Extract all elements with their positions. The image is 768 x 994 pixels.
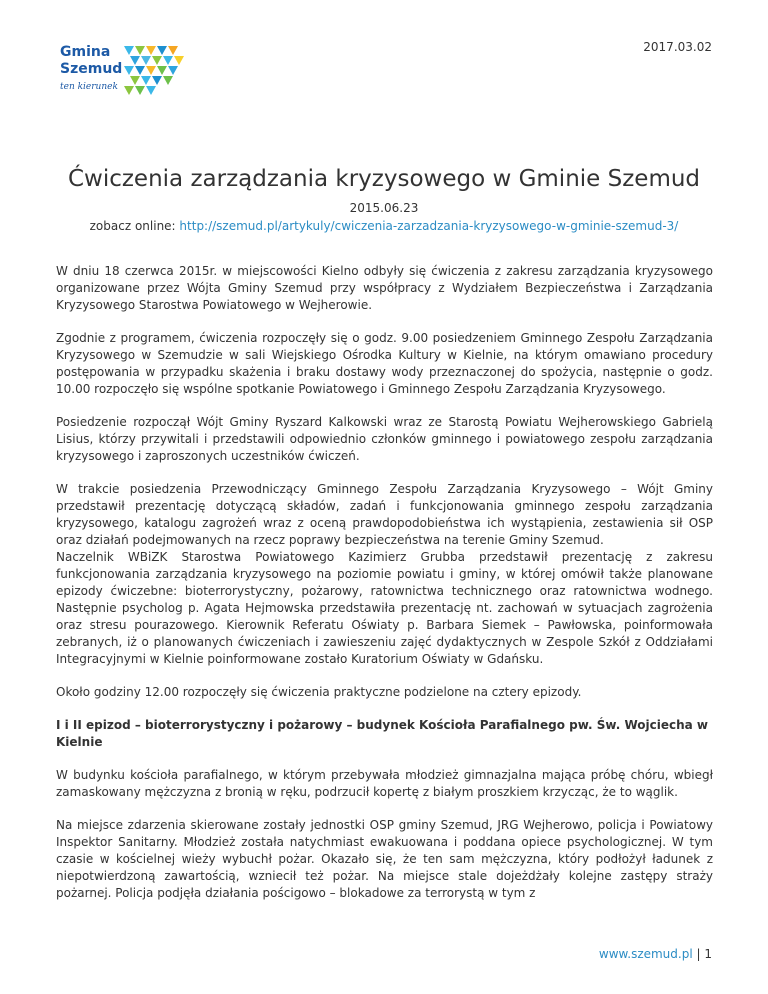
online-link-line bbox=[0, 219, 768, 233]
paragraph: Naczelnik WBiZK Starostwa Powiatowego Kazimierz Grubba przedstawił prezentację z zakresu funkcjonowania zarządzania kryzysowego na poziomie powiatu i gminy, w której omówił także planowane epizody ćwiczebne: bioterrorystyczny, pożarowy, ratownictwa technicznego oraz ratownictwa wodnego. Następnie psycholog p. Agata Hejmowska przedstawiła prezentację nt. zachowań w sytuacjach zagrożenia oraz stresu pourazowego. Kierownik Referatu Oświaty p. Barbara Siemek – Pawłowska, poinformowała zebranych, iż o planowanych ćwiczeniach i zawieszeniu zajęć dydaktycznych w Zespole Szkół z Oddziałami Integracyjnymi w Kielnie poinformowane zostało Kuratorium Oświaty w Gdańsku. bbox=[56, 550, 713, 666]
article-title: Ćwiczenia zarządzania kryzysowego w Gminie Szemud bbox=[67, 166, 701, 192]
article-url-link[interactable]: http://szemud.pl/artykuly/cwiczenia-zarzadzania-kryzysowego-w-gminie-szemud-3/ bbox=[179, 219, 679, 233]
logo-line-1: Gmina bbox=[60, 44, 111, 60]
print-date: 2017.03.02 bbox=[643, 40, 712, 54]
publication-date: 2015.06.23 bbox=[349, 201, 419, 215]
paragraph: Posiedzenie rozpoczął Wójt Gminy Ryszard Kalkowski wraz ze Starostą Powiatu Wejherowskiego Gabrielą Lisius, którzy przywitali i przedstawili odpowiednio członków gminnego i powiatowego zespołu zarządzania kryzysowego i zaproszonych uczestników ćwiczeń. bbox=[56, 415, 713, 463]
page-header bbox=[0, 0, 768, 110]
paragraph: W budynku kościoła parafialnego, w którym przebywała młodzież gimnazjalna mająca próbę chóru, wbiegł zamaskowany mężczyzna z bronią w ręku, podrzucił kopertę z białym proszkiem krzycząc, że to wąglik. bbox=[56, 768, 713, 799]
logo-line-2: Szemud bbox=[60, 61, 123, 77]
paragraph: Około godziny 12.00 rozpoczęły się ćwiczenia praktyczne podzielone na cztery epizody. bbox=[56, 685, 582, 699]
paragraph: W trakcie posiedzenia Przewodniczący Gminnego Zespołu Zarządzania Kryzysowego – Wójt Gminy przedstawił prezentację dotyczącą składów, zadań i funkcjonowania gminnego zespołu zarządzania kryzysowego, katalogu zagrożeń wraz z oceną prawdopodobieństwa ich wystąpienia, zestawienia sił OSP oraz działań podejmowanych na rzecz poprawy bezpieczeństwa na terenie Gminy Szemud. bbox=[56, 482, 713, 547]
page-footer bbox=[599, 947, 712, 961]
article-body bbox=[56, 263, 713, 918]
logo-text bbox=[60, 44, 122, 78]
paragraph: W dniu 18 czerwca 2015r. w miejscowości Kielno odbyły się ćwiczenia z zakresu zarządzania kryzysowego organizowane przez Wójta Gminy Szemud przy współpracy z Wydziałem Bezpieczeństwa i Zarządzania Kryzysowego Starostwa Powiatowego w Wejherowie. bbox=[56, 264, 713, 312]
page-number: 1 bbox=[704, 947, 712, 961]
footer-site-link[interactable]: www.szemud.pl bbox=[598, 947, 693, 961]
logo-slogan: ten kierunek bbox=[60, 82, 118, 92]
gmina-szemud-logo[interactable] bbox=[60, 44, 190, 100]
footer-separator: | bbox=[692, 947, 705, 961]
paragraph: Na miejsce zdarzenia skierowane zostały jednostki OSP gminy Szemud, JRG Wejherowo, policja i Powiatowy Inspektor Sanitarny. Młodzież została natychmiast ewakuowana i poddana opiece psychologicznej. W tym czasie w kościelnej wieży wybuchł pożar. Okazało się, że ten sam mężczyzna, który podłożył ładunek z niepotwierdzoną zawartością, wzniecił też pożar. Na miejsce stale dojeżdżały kolejne zastępy straży pożarnej. Policja podjęła działania pościgowo – blokadowe za terrorystą w tym z bbox=[56, 818, 713, 900]
paragraph: Zgodnie z programem, ćwiczenia rozpoczęły się o godz. 9.00 posiedzeniem Gminnego Zespołu Zarządzania Kryzysowego w Szemudzie w sali Wiejskiego Ośrodka Kultury w Kielnie, na którym omawiano procedury postępowania w przypadku skażenia i braku dostawy wody przeznaczonej do spożycia, następnie o godz. 10.00 rozpoczęło się wspólne spotkanie Powiatowego i Gminnego Zespołu Zarządzania Kryzysowego. bbox=[56, 331, 713, 396]
online-label: zobacz online: bbox=[89, 219, 176, 233]
logo-triangles-icon bbox=[124, 46, 186, 98]
section-heading: I i II epizod – bioterrorystyczny i pożarowy – budynek Kościoła Parafialnego pw. Św. Wojciecha w Kielnie bbox=[56, 718, 709, 749]
